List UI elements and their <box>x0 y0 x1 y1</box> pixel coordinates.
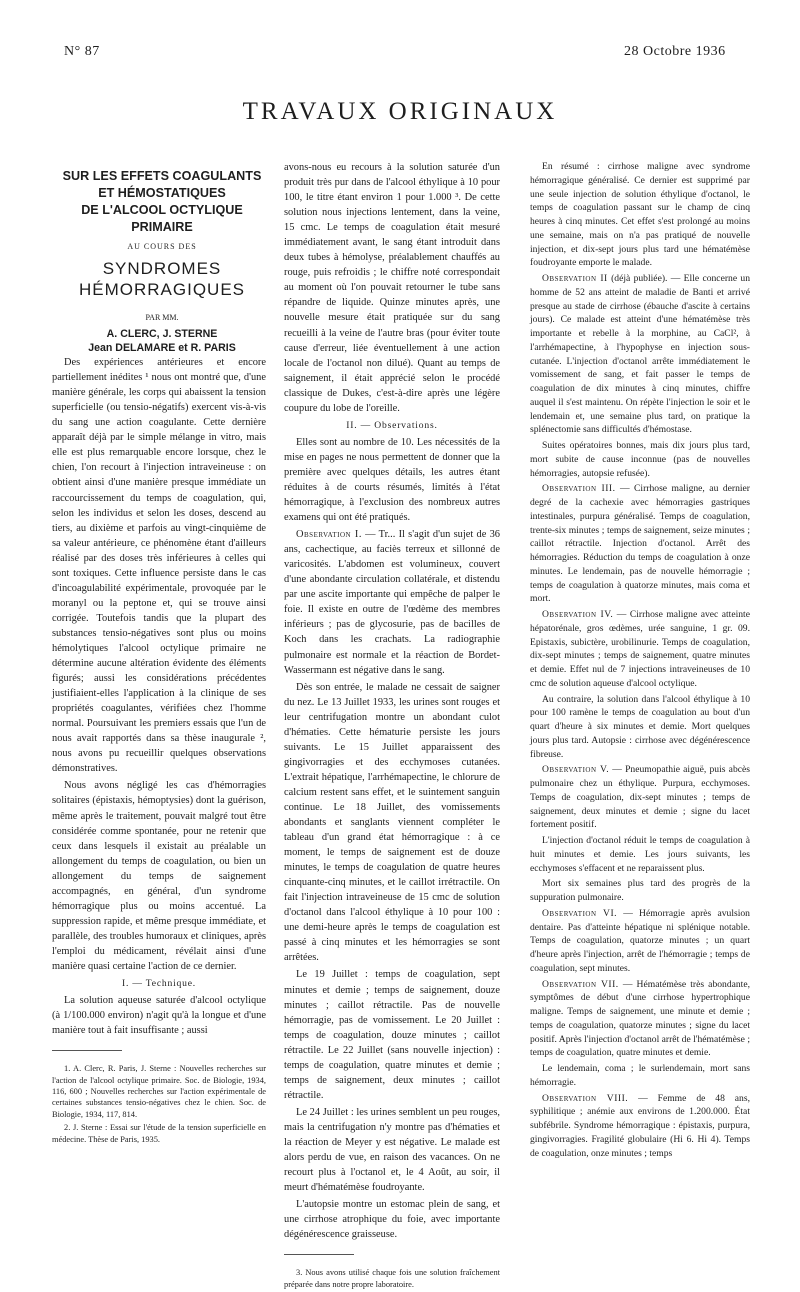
column-1 <box>52 168 266 1147</box>
observation-text: (déjà publiée). — Elle concerne un homme de 52 ans atteint de maladie de Banti et arrivé presque au stade de cirrhose (ébauche d'ascite à certains jours). Ce malade est atteint d'une hématémèse très importante et rebelle à la morphine, au CaCl², à l'arrhémapectine, à l'hypophyse en injection sous-cutanée. L'injection d'octanol arrête immédiatement le vomissement de sang, et fait passer le temps de coagulation de dix minutes à cinq minutes, chiffre auquel il s'est maintenu. On répète l'injection le soir et le lendemain et, une semaine plus tard, on pratique la splénectomie sans difficultés d'hémostase. <box>530 273 750 436</box>
section-heading-technique: I. — Technique. <box>121 978 197 990</box>
paragraph: Elles sont au nombre de 10. Les nécessités de la mise en pages ne nous permettent de donner que la première avec quelques détails, les autres étant réduites à de courts résumés, limités à l'état hémorragique, à l'exclusion des nombreux autres examens qui ont été pratiqués. <box>284 436 500 524</box>
observation-4 <box>530 608 750 691</box>
article-title-line-2: ET HÉMOSTATIQUES <box>98 186 226 200</box>
article-title-syndromes: SYNDROMES <box>102 259 222 279</box>
article-title-line-1: SUR LES EFFETS COAGULANTS <box>62 169 262 183</box>
paragraph: Suites opératoires bonnes, mais dix jours plus tard, mort subite de cause inconnue (pas de nouvelles hémorragies, autopsie refusée). <box>530 440 750 479</box>
paragraph: L'autopsie montre un estomac plein de sang, et une cirrhose atrophique du foie, avec importante dégénérescence graisseuse. <box>284 1199 500 1241</box>
observation-5 <box>530 763 750 832</box>
paragraph: Mort six semaines plus tard des progrès de la suppuration pulmonaire. <box>530 878 750 903</box>
byline-prefix: PAR MM. <box>145 313 179 323</box>
observation-label: Observation VI. <box>542 907 618 919</box>
observation-8 <box>530 1092 750 1161</box>
issue-number: N° 87 <box>64 44 100 59</box>
observation-text: — Cirrhose maligne avec atteinte hépatorénale, gros œdèmes, urée sanguine, 1 gr. 09. Epistaxis, subictère, urobilinurie. Temps de coagulation, dix-sept minutes ; temps de saignement, quatre minutes et demie. Effet nul de 7 injections intraveineuses de 10 cmc de solution aqueuse d'alcool octylique. <box>530 609 750 689</box>
article-title-hemorragiques: HÉMORRAGIQUES <box>78 280 246 300</box>
footnote-2: 2. J. Sterne : Essai sur l'étude de la tension superficielle en médecine. Thèse de Paris, 1935. <box>52 1123 266 1144</box>
paragraph: La solution aqueuse saturée d'alcool octylique (à 1/100.000 environ) n'agit qu'à la longue et d'une manière tout à fait insuffisante ; aussi <box>52 995 266 1037</box>
article-title-line-3: DE L'ALCOOL OCTYLIQUE PRIMAIRE <box>81 203 243 234</box>
column-3 <box>530 160 750 1162</box>
observation-label: Observation V. <box>542 764 610 776</box>
observation-text: — Hémorragie après avulsion dentaire. Pas d'atteinte hépatique ni splénique notable. Temps de coagulation, quatorze minutes ; un quart d'heure après l'injection, arrêt de l'hémorragie ; temps de coagulation, sept minutes. <box>530 907 750 974</box>
column-2 <box>284 160 500 1292</box>
observation-label: Observation III. <box>542 483 616 495</box>
observation-text: — Femme de 48 ans, syphilitique ; anémie aux environs de 1.200.000. État subfébrile. Syndrome hémorragique : épistaxis, purpura, gingivorragies. Fragilité globulaire (Hi 6. Hi 4). Temps de coagulation, onze minutes ; temps <box>530 1092 750 1159</box>
paragraph: avons-nous eu recours à la solution saturée d'un produit très pur dans de l'alcool éthylique à 10 pour 100, le titre étant environ 1 pour 1.000 ³. De cette solution nous injections lentement, dans la veine, 15 cmc. Le temps de coagulation était mesuré immédiatement avant, le sang étant introduit dans deux tubes à hémolyse, préalablement chauffés au rouge, puis refroidis ; le chiffre noté correspondait au moment où l'on pouvait retourner le tube sans répandre de liquide. Quinze minutes après, une nouvelle mesure était pratiquée sur du sang recueilli à la veine de l'autre bras (pour éviter toute cause d'erreur, liée éventuellement à une action locale de l'octanol non dilué). Quant au temps de saignement, il était apprécié selon le procédé classique de Dukes, c'est-à-dire après une légère coupure du lobe de l'oreille. <box>284 162 500 414</box>
observation-text: — Pneumopathie aiguë, puis abcès pulmonaire chez un éthylique. Purpura, ecchymoses. Temps de coagulation, dix-sept minutes ; temps de saignement, deux minutes et demie ; signe du lacet fortement positif. <box>530 764 750 831</box>
observation-3 <box>530 482 750 606</box>
observation-2 <box>530 272 750 437</box>
observation-7 <box>530 978 750 1061</box>
observation-text: — Cirrhose maligne, au dernier degré de la cachexie avec hémorragies gastriques intestinales, purpura généralisé. Temps de coagulation, trente-six minutes ; temps de saignement, seize minutes ; caillot rétractile. Injection d'octanol. Arrêt des hémorragies. Réduction du temps de coagulation à onze minutes. Le lendemain, pas de nouvelle hémorragie ; temps de coagulation à quatorze minutes, mais coma et mort. <box>530 483 750 605</box>
paragraph: Le lendemain, coma ; le surlendemain, mort sans hémorragie. <box>530 1063 750 1088</box>
footnote-3: 3. Nous avons utilisé chaque fois une solution fraîchement préparée dans notre propre laboratoire. <box>284 1268 500 1289</box>
paragraph: Le 19 Juillet : temps de coagulation, sept minutes et demie ; temps de saignement, douze minutes ; caillot rétractile. Pas de nouvelle hémorragie, pas de vomissement. Le 20 Juillet : temps de coagulation, douze minutes ; caillot rétractile. Le 22 Juillet (sans nouvelle injection) : temps de coagulation, quatre minutes et demie ; temps de saignement, deux minutes ; caillot rétractile. <box>284 969 500 1101</box>
observation-label: Observation VII. <box>542 978 619 990</box>
observation-label: Observation I. <box>296 529 362 541</box>
summary-paragraph: En résumé : cirrhose maligne avec syndrome hémorragique généralisé. Ce dernier est supprimé par une seule injection de solution éthylique d'octanol, le temps de coagulation passant sur le champ de cinq heures à cinq minutes. Cet effet s'est prolongé au moins une semaine, mais on n'a pas pratiqué de nouvelle injection, et dix-sept jours plus tard une hématémèse foudroyante emporte le malade. <box>530 161 750 269</box>
observation-label: Observation VIII. <box>542 1092 629 1104</box>
article-title-connector: AU COURS DES <box>127 242 197 251</box>
footnote-divider <box>52 1050 122 1051</box>
authors-line-1: A. CLERC, J. STERNE <box>106 328 218 341</box>
paragraph: L'injection d'octanol réduit le temps de coagulation à huit minutes et demie. Les jours suivants, les ecchymoses s'effacent et ne reparaissent plus. <box>530 835 750 874</box>
paragraph: Nous avons négligé les cas d'hémorragies solitaires (épistaxis, hémoptysies) dont la guérison, même après le traitement, pouvait malgré tout être considérée comme spontanée, pour ne retenir que ceux dans lesquels il existait au préalable un allongement du temps de coagulation, ou bien un allongement du temps de saignement accompagnés, en général, d'un syndrome hémorragique plus ou moins accentué. La suppression rapide, et même presque immédiate, et parallèle, des troubles humoraux et cliniques, après l'emploi du médicament, révélait ainsi d'une manière quasi certaine l'action de ce dernier. <box>52 780 266 972</box>
section-heading-observations: II. — Observations. <box>346 419 438 431</box>
issue-date: 28 Octobre 1936 <box>624 44 726 59</box>
observation-6 <box>530 907 750 976</box>
observation-1 <box>284 527 500 677</box>
observation-text: — Tr... Il s'agit d'un sujet de 36 ans, cachectique, au faciès terreux et sillonné de varicosités. L'abdomen est volumineux, couvert d'une abondante circulation collatérale, et distendu par une ascite importante qui empêche de palper le foie. Il existe en outre de l'œdème des membres inférieurs ; pas de glycosurie, pas de bacilles de Koch dans les crachats. La radiographie pulmonaire est normale et la réaction de Bordet-Wassermann est négative dans le sang. <box>284 529 500 676</box>
observation-label: Observation II <box>542 273 608 284</box>
paragraph: Au contraire, la solution dans l'alcool éthylique à 10 pour 100 ramène le temps de coagulation au bout d'un quart d'heure à six minutes et demie. Mort quelques jours plus tard. Autopsie : cirrhose avec dégénérescence fibreuse. <box>530 693 750 760</box>
footnote-1: 1. A. Clerc, R. Paris, J. Sterne : Nouvelles recherches sur l'action de l'alcool octylique primaire. Soc. de Biologie, 1934, 116, 600 ; Nouvelles recherches sur l'action expérimentale de certaines substances tensio-négatives chez le chien. Soc. de Biologie, 1934, 117, 814. <box>52 1064 266 1119</box>
section-title: TRAVAUX ORIGINAUX <box>242 98 558 125</box>
intro-paragraph: Des expériences antérieures et encore partiellement inédites ¹ nous ont montré que, d'une manière générale, les corps qui abaissent la tension superficielle (ou tensio-négatifs) exercent vis-à-vis du sang une action coagulante. Cette dernière apparaît déjà par le simple mélange in vitro, mais elle est plus remarquable encore lorsque, chez le chien, l'on recourt à l'injection intraveineuse : on obtient ainsi d'une manière presque immédiate un raccourcissement du temps de coagulation, qui, selon les individus et selon les doses, descend au tiers, au dixième et parfois au vingt-cinquième de sa valeur antérieure, ce phénomène étant d'ailleurs réalisé par des doses très inférieures à celles qui sont toxiques. Cette influence persiste dans le cas d'incoagulabilité expérimentale, provoquée par le moranyl ou la peptone et, qui se trouve ainsi corrigée. Toutefois tandis que la plupart des substances tensio-négatives sont plus ou moins hémolytiques l'alcool octylique primaire ne détermine aucune altération évidente des éléments figurés; aussi les considérations précédentes justifiaient-elles l'application à la clinique de ses propriétés coagulantes, vérifiées chez l'homme normal. Poursuivant les premiers essais que l'un de nous avait rapportés dans sa thèse inaugurale ², nous avons pu recueillir quelques observations démonstratives. <box>52 357 266 775</box>
paragraph: Le 24 Juillet : les urines semblent un peu rouges, mais la centrifugation n'y montre pas d'hématies et la réaction de Meyer y est négative. Le malade est alors perdu de vue, en raison des vacances. On ne recourt plus à l'octanol et, le 4 Août, au soir, il meurt d'hématémèse foudroyante. <box>284 1106 500 1194</box>
footnote-divider <box>284 1254 354 1255</box>
observation-text: — Hématémèse très abondante, symptômes de début d'une cirrhose hypertrophique maligne. Temps de saignement, une minute et demie ; temps de coagulation, quatorze minutes ; signe du lacet positif. Après l'injection d'octanol arrêt de l'hématémèse ; temps de coagulation, quatre minutes et demie. <box>530 978 751 1059</box>
paragraph: Dès son entrée, le malade ne cessait de saigner du nez. Le 13 Juillet 1933, les urines sont rouges et leur centrifugation montre un abondant culot d'hématies. Cette hématurie persiste les jours suivants. Le 15 Juillet apparaissent des gingivorragies et des ecchymoses cutanées. L'extrait hépatique, l'arrhémapectine, le chlorure de calcium restent sans effet, et le suintement sanguin continue. Le 18 Juillet, des vomissements abondants et sanglants viennent compléter le tableau d'un grand état hémorragique : à ce moment, le temps de saignement est de douze minutes, le temps de coagulation de quatre heures cinquante-cinq minutes, et le caillot irrétractile. On fait l'injection intraveineuse de 15 cmc de solution d'octanol dans l'alcool éthylique à 10 pour 100 : une demi-heure après le temps de coagulation est passé à cinq minutes et les hémorragies se sont arrêtées. <box>284 681 500 964</box>
observation-label: Observation IV. <box>542 609 614 620</box>
authors-line-2: Jean DELAMARE et R. PARIS <box>88 342 236 355</box>
